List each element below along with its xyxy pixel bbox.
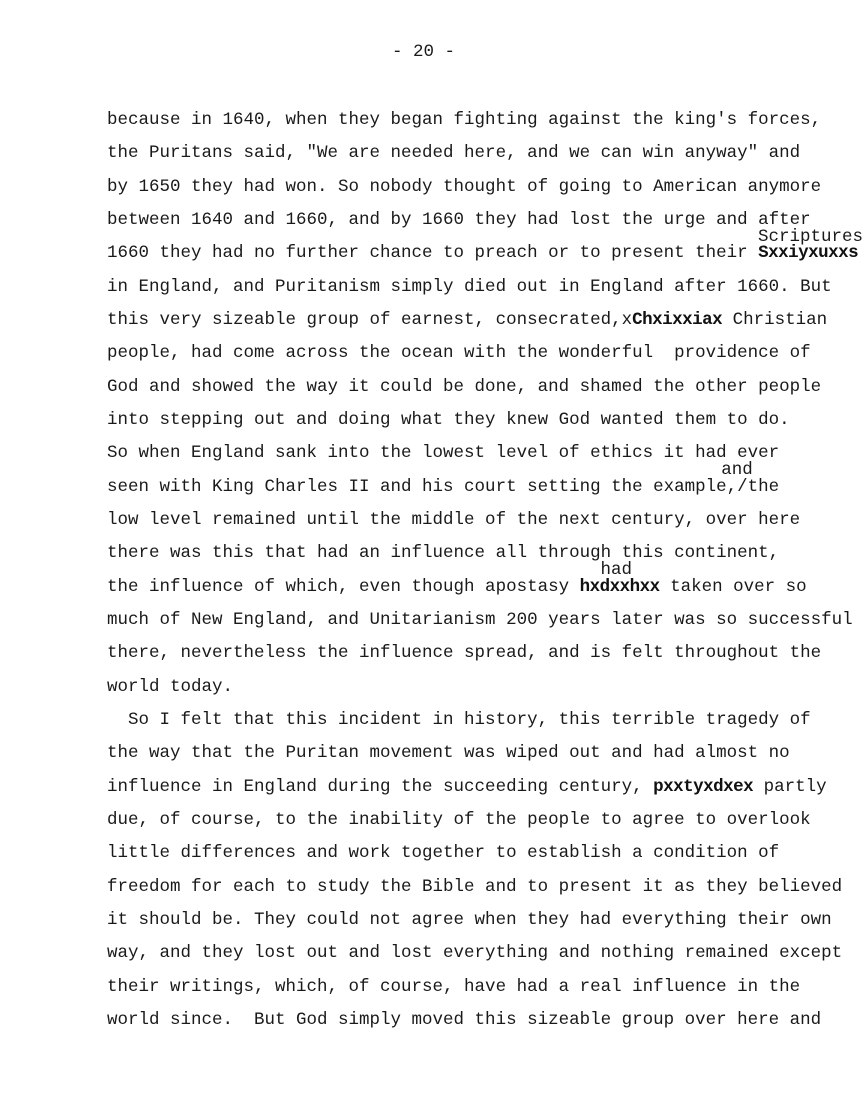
- text-line: [107, 777, 827, 797]
- text-line: [107, 277, 832, 297]
- interlinear-insertion: Scriptures: [758, 226, 863, 247]
- text-line: [107, 877, 842, 897]
- text-segment: the Puritans said, "We are needed here, and we can win anyway" and: [107, 143, 801, 164]
- text-segment: world since. But God simply moved this sizeable group over here and: [107, 1009, 822, 1030]
- text-line: [107, 677, 233, 697]
- text-segment: partly: [753, 776, 827, 797]
- text-line: [107, 143, 800, 163]
- text-line: [107, 510, 800, 530]
- text-line: [107, 577, 807, 597]
- text-line: [107, 910, 832, 930]
- struck-out-word: hxdxxhxx: [579, 576, 660, 597]
- text-line: [107, 310, 827, 330]
- text-line: [107, 377, 821, 397]
- text-line: [107, 710, 811, 730]
- text-line: [107, 343, 811, 363]
- text-line: [107, 177, 821, 197]
- text-line: [107, 610, 853, 630]
- text-segment: due, of course, to the inability of the people to agree to overlook: [107, 809, 811, 830]
- text-line: [107, 943, 842, 963]
- text-segment: low level remained until the middle of the next century, over here: [107, 509, 801, 530]
- text-segment: into stepping out and doing what they knew God wanted them to do.: [107, 409, 790, 430]
- struck-out-word: pxxtyxdxex: [653, 776, 754, 797]
- text-segment: God and showed the way it could be done, and shamed the other people: [107, 376, 822, 397]
- text-line: [107, 543, 779, 563]
- page-number: - 20 -: [391, 42, 455, 62]
- text-segment: between 1640 and 1660, and by 1660 they had lost the urge and after: [107, 209, 811, 230]
- text-segment: influence in England during the succeeding century,: [107, 776, 654, 797]
- text-segment: the influence of which, even though apostasy: [107, 576, 580, 597]
- text-line: [107, 210, 811, 230]
- text-segment: the way that the Puritan movement was wiped out and had almost no: [107, 743, 790, 764]
- interlinear-insertion: and: [721, 460, 753, 481]
- text-line: [107, 977, 800, 997]
- text-line: [107, 443, 779, 463]
- text-segment: So when England sank into the lowest level of ethics it had ever: [107, 443, 780, 464]
- struck-out-word: Sxxiyxuxxs: [758, 243, 859, 264]
- text-line: [107, 810, 811, 830]
- text-line: [107, 477, 779, 497]
- text-segment: in England, and Puritanism simply died out in England after 1660. But: [107, 276, 832, 297]
- text-segment: seen with King Charles II and his court setting the example,/the: [107, 476, 780, 497]
- text-line: [107, 110, 821, 130]
- text-segment: by 1650 they had won. So nobody thought of going to American anymore: [107, 176, 822, 197]
- text-line: [107, 743, 790, 763]
- text-segment: freedom for each to study the Bible and to present it as they believed: [107, 876, 843, 897]
- text-segment: there, nevertheless the influence spread, and is felt throughout the: [107, 643, 822, 664]
- text-segment: their writings, which, of course, have had a real influence in the: [107, 976, 801, 997]
- text-segment: much of New England, and Unitarianism 200 years later was so successful: [107, 609, 853, 630]
- text-segment: people, had come across the ocean with the wonderful providence of: [107, 343, 811, 364]
- text-line: [107, 843, 779, 863]
- text-line: [107, 1010, 821, 1030]
- text-segment: little differences and work together to establish a condition of: [107, 843, 780, 864]
- text-segment: way, and they lost out and lost everything and nothing remained except: [107, 943, 843, 964]
- text-segment: world today.: [107, 676, 234, 697]
- interlinear-insertion: had: [600, 560, 633, 581]
- text-segment: 1660 they had no further chance to preach or to present their: [107, 243, 759, 264]
- text-line: [107, 243, 858, 263]
- text-segment: taken over so: [659, 576, 807, 597]
- text-line: [107, 643, 821, 663]
- text-segment: there was this that had an influence all through this continent,: [107, 543, 780, 564]
- text-line: [107, 410, 790, 430]
- text-segment: this very sizeable group of earnest, consecrated,x: [107, 309, 633, 330]
- text-segment: it should be. They could not agree when they had everything their own: [107, 909, 832, 930]
- text-segment: Christian: [722, 309, 828, 330]
- text-segment: because in 1640, when they began fighting against the king's forces,: [107, 110, 822, 130]
- struck-out-word: Chxixxiax: [632, 309, 723, 330]
- text-segment: So I felt that this incident in history, this terrible tragedy of: [107, 709, 811, 730]
